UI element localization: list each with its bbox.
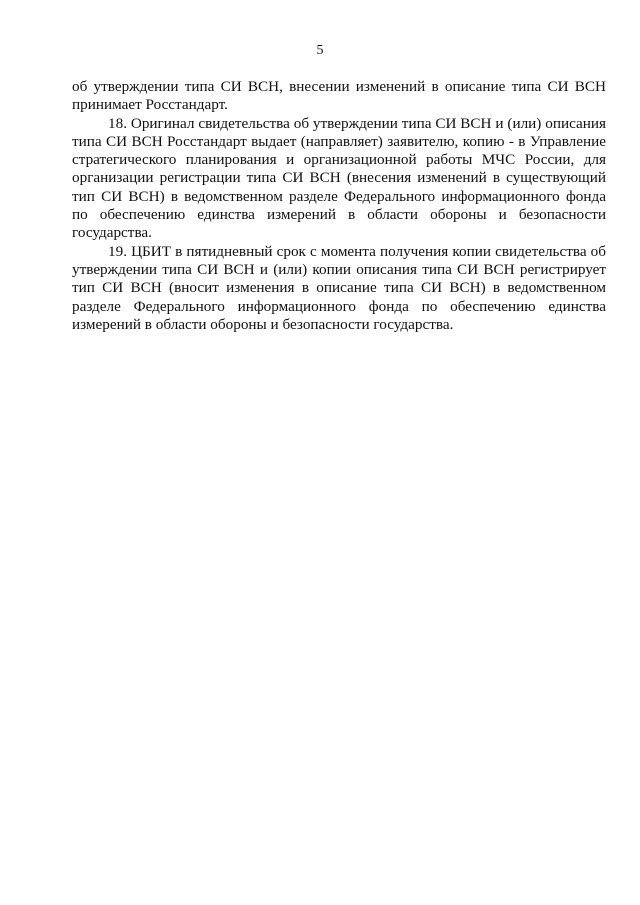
document-body [72,78,606,334]
paragraph-19: 19. ЦБИТ в пятидневный срок с момента получения копии свидетельства об утверждении типа СИ ВСН и (или) копии описания типа СИ ВСН регистрирует тип СИ ВСН (вносит изменения в описание типа СИ ВСН) в ведомственном разделе Федерального информационного фонда по обеспечению единства измерений в области обороны и безопасности государства. [72,242,606,333]
page-number: 5 [316,43,324,58]
paragraph-continuation: об утверждении типа СИ ВСН, внесении изменений в описание типа СИ ВСН принимает Росстандарт. [72,78,606,114]
paragraph-18: 18. Оригинал свидетельства об утверждении типа СИ ВСН и (или) описания типа СИ ВСН Росстандарт выдает (направляет) заявителю, копию - в Управление стратегического планирования и организационной работы МЧС России, для организации регистрации типа СИ ВСН (внесения изменений в существующий тип СИ ВСН) в ведомственном разделе Федерального информационного фонда по обеспечению единства измерений в области обороны и безопасности государства. [72,114,606,242]
